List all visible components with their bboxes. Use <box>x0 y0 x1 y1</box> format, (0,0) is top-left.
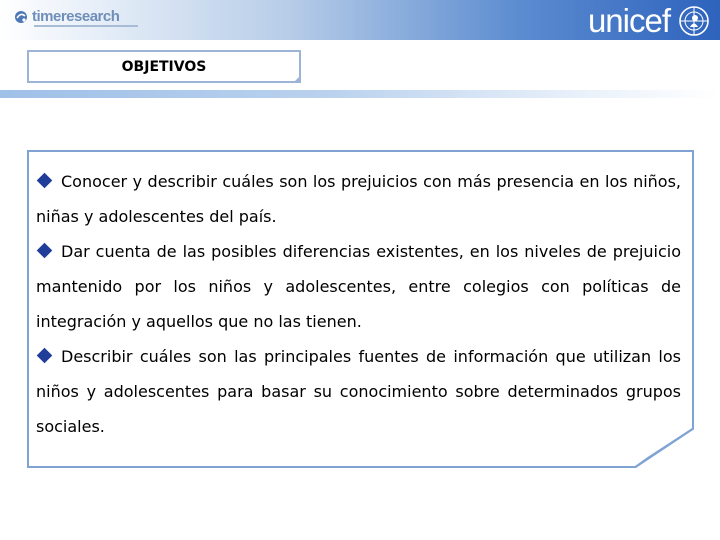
objective-item <box>36 164 681 234</box>
header-bar <box>0 0 720 40</box>
timeresearch-mark-icon <box>14 10 28 24</box>
timeresearch-underline <box>34 25 138 27</box>
objective-item <box>36 339 681 444</box>
page-title: OBJETIVOS <box>121 59 207 75</box>
objective-text: Dar cuenta de las posibles diferencias existentes, en los niveles de prejuicio mantenido por los niños y adolescentes, entre colegios con políticas de integración y aquellos que no las tienen. <box>36 242 681 331</box>
page-fold-corner <box>634 428 694 468</box>
diamond-bullet-icon <box>37 348 53 364</box>
title-box <box>27 50 301 83</box>
unicef-emblem-icon <box>678 5 710 37</box>
timeresearch-logo-text: timeresearch <box>32 8 120 25</box>
objective-item <box>36 234 681 339</box>
diamond-bullet-icon <box>37 173 53 189</box>
diamond-bullet-icon <box>37 243 53 259</box>
title-corner-notch <box>293 75 301 83</box>
unicef-logo-text: unicef <box>587 2 670 39</box>
objective-text: Conocer y describir cuáles son los prejuicios con más presencia en los niños, niñas y adolescentes del país. <box>36 172 681 226</box>
objectives-box <box>27 150 694 468</box>
title-underline-bar <box>0 90 720 98</box>
objective-text: Describir cuáles son las principales fuentes de información que utilizan los niños y adolescentes para basar su conocimiento sobre determinados grupos sociales. <box>36 347 681 436</box>
